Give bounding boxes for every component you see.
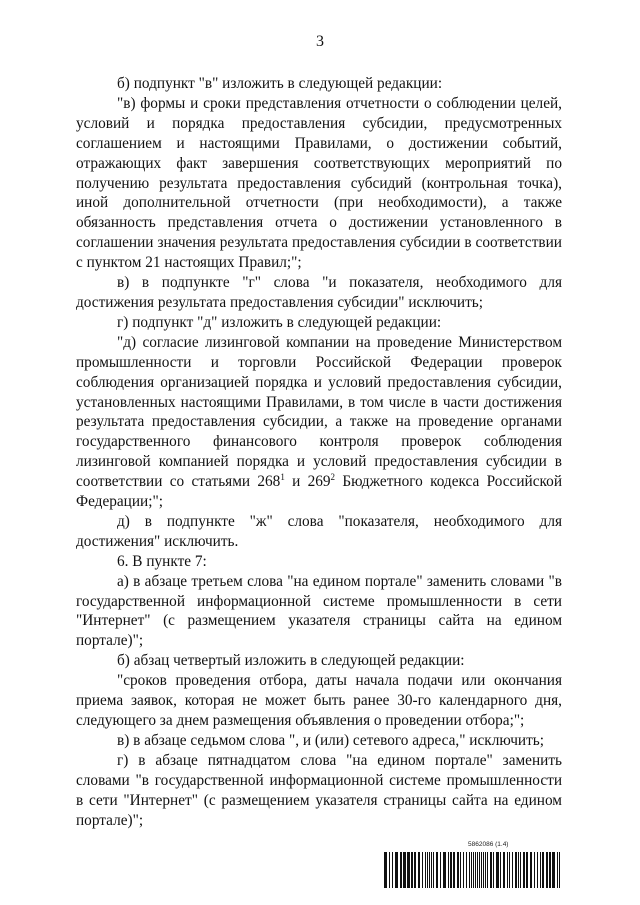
barcode-bar: [507, 852, 508, 888]
barcode-bar: [411, 852, 413, 888]
barcode-bar: [384, 852, 387, 888]
barcode-bar: [557, 852, 558, 888]
barcode-bar: [422, 852, 423, 888]
barcode-bar: [520, 852, 521, 888]
barcode-bar: [407, 852, 410, 888]
barcode-bar: [477, 852, 478, 888]
paragraph-point-7-heading: 6. В пункте 7:: [117, 552, 207, 570]
barcode-bar: [448, 852, 449, 888]
barcode-bar: [500, 852, 501, 888]
barcode-bar: [512, 852, 513, 888]
paragraph-v-exclude-words: в) в подпункте "г" слова "и показателя, необходимого для достижения результата предоставления субсидии" исключить;: [76, 274, 562, 311]
barcode-bar: [559, 852, 560, 888]
barcode-bar: [443, 852, 446, 888]
barcode-bar: [431, 852, 432, 888]
barcode-bar: [400, 852, 402, 888]
paragraph-d-text-before: "д) согласие лизинговой компании на проведение Министерством промышленности и торговли Российской Федерации проверок соблюдения организацией порядка и условий предоставления субсидии, установленных настоящими Правилами, в том числе в части достижения результата предоставления субсидии, а также на проведение органами государственного финансового контроля проверок соблюдения лизинговой компанией порядка и условий предоставления субсидии в соответствии со статьями 268: [76, 333, 562, 491]
barcode-bar: [496, 852, 499, 888]
document-barcode: [384, 841, 562, 891]
barcode-bar: [518, 852, 519, 888]
barcode-bar: [436, 852, 438, 888]
barcode-bar: [479, 852, 480, 888]
barcode-bar: [389, 852, 390, 888]
barcode-bar: [425, 852, 426, 888]
barcode-bar: [473, 852, 474, 888]
paragraph-g-fifteenth-abzac: г) в абзаце пятнадцатом слова "на едином портале" заменить словами "в государственной информационной системе промышленности в сети "Интернет" (с размещением указателя страницы сайта на едином портале)";: [76, 751, 562, 829]
barcode-bar: [509, 852, 510, 888]
barcode-bar: [475, 852, 476, 888]
barcode-bar: [542, 852, 544, 888]
barcode-bar: [429, 852, 430, 888]
barcode-bar: [503, 852, 505, 888]
barcode-bar: [450, 852, 452, 888]
barcode-bar: [453, 852, 455, 888]
paragraph-g-intro: г) подпункт "д" изложить в следующей редакции:: [117, 313, 442, 331]
barcode-bar: [392, 852, 393, 888]
barcode-bar: [534, 852, 535, 888]
page-number: 3: [316, 33, 324, 50]
barcode-bar: [427, 852, 428, 888]
paragraph-v-seventh-abzac: в) в абзаце седьмом слова ", и (или) сетевого адреса," исключить;: [117, 731, 544, 749]
barcode-bar: [395, 852, 398, 888]
barcode-bar: [530, 852, 532, 888]
barcode-bar: [403, 852, 406, 888]
barcode-caption: 5862086 (1.4): [468, 841, 509, 848]
paragraph-d-text-after: Бюджетного кодекса Российской Федерации;";: [76, 473, 562, 511]
document-body: [76, 74, 562, 830]
barcode-bar: [460, 852, 461, 888]
barcode-bar: [552, 852, 555, 888]
paragraph-d-leasing-consent: [76, 333, 562, 512]
paragraph-b-fourth-abzac: б) абзац четвертый изложить в следующей редакции:: [117, 652, 465, 670]
barcode-bar: [540, 852, 541, 888]
barcode-bar: [440, 852, 441, 888]
barcode-bar: [523, 852, 525, 888]
paragraph-d-exclude-words: д) в подпункте "ж" слова "показателя, необходимого для достижения" исключить.: [76, 512, 562, 550]
paragraph-a-replace-words: а) в абзаце третьем слова "на едином портале" заменить словами "в государственной информационной системе промышленности в сети "Интернет" (с размещением указателя страницы сайта на едином портале)";: [76, 572, 562, 650]
paragraph-v-reporting-forms: "в) формы и сроки представления отчетности о соблюдении целей, условий и порядка предоставления субсидии, предусмотренных соглашением и настоящими Правилами, о достижении событий, отражающих факт завершения соответствующих мероприятий по получению результата предоставления субсидий (контрольная точка), иной дополнительной отчетности (при необходимости), а также обязанность представления отчета о достижении установленного в соглашении значения результата предоставления субсидии в соответствии с пунктом 21 настоящих Правил;";: [76, 94, 562, 272]
barcode-bar: [537, 852, 538, 888]
barcode-bar: [466, 852, 467, 888]
barcode-bar: [471, 852, 472, 888]
barcode-bar: [469, 852, 470, 888]
barcode-bar: [526, 852, 528, 888]
barcode-bar: [414, 852, 416, 888]
barcode-bar: [481, 852, 482, 888]
barcode-bar: [487, 852, 488, 888]
paragraph-selection-deadlines: "сроков проведения отбора, даты начала подачи или окончания приема заявок, которая не может быть ранее 30-го календарного дня, следующего за днем размещения объявления о проведении отбора;";: [76, 672, 562, 729]
barcode-bar: [549, 852, 551, 888]
barcode-bar: [493, 852, 494, 888]
barcode-bar: [515, 852, 517, 888]
barcode-bar: [433, 852, 434, 888]
barcode-bar: [418, 852, 420, 888]
barcode-icon: [384, 852, 562, 888]
article-superscript-2: 2: [330, 472, 336, 483]
barcode-bar: [485, 852, 486, 888]
barcode-bar: [457, 852, 459, 888]
paragraph-d-text-middle: и 269: [284, 473, 331, 491]
paragraph-b-intro: б) подпункт "в" изложить в следующей редакции:: [117, 75, 443, 92]
barcode-bar: [546, 852, 548, 888]
barcode-bar: [463, 852, 464, 888]
barcode-bar: [490, 852, 492, 888]
article-superscript-1: 1: [280, 472, 285, 483]
barcode-bar: [483, 852, 484, 888]
